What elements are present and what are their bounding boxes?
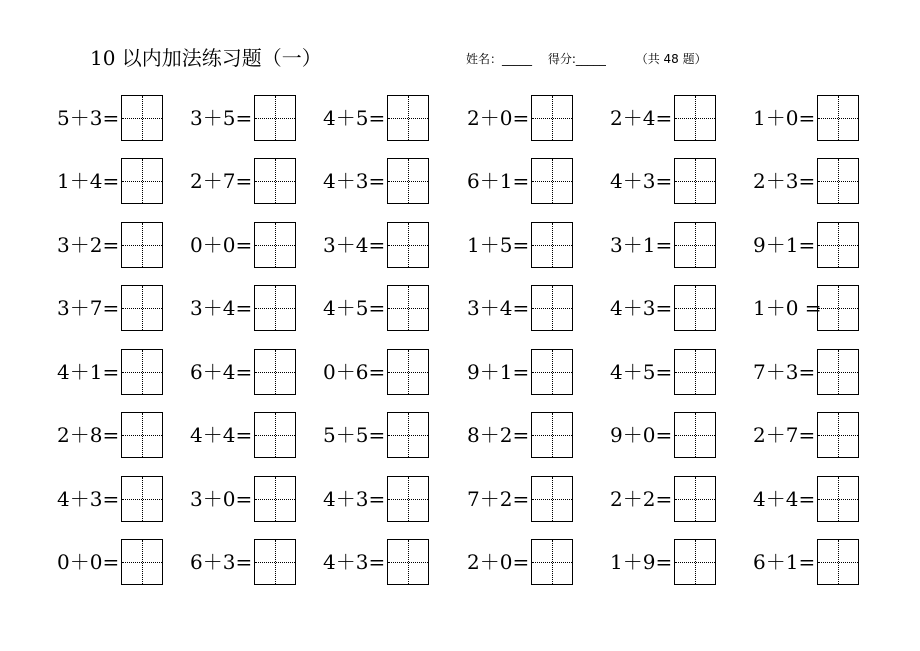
- answer-box[interactable]: [817, 349, 859, 395]
- problem-item: [190, 285, 330, 331]
- answer-box[interactable]: [531, 95, 573, 141]
- problem-item: [190, 349, 330, 395]
- answer-box[interactable]: [254, 539, 296, 585]
- worksheet-title: 10 以内加法练习题（一）: [90, 46, 322, 70]
- answer-box[interactable]: [531, 539, 573, 585]
- answer-box[interactable]: [531, 412, 573, 458]
- problem-item: [610, 285, 750, 331]
- problem-expression: 3＋7=: [57, 296, 120, 320]
- answer-box[interactable]: [387, 539, 429, 585]
- problem-item: [467, 476, 607, 522]
- problem-grid: [57, 95, 877, 595]
- answer-box[interactable]: [121, 158, 163, 204]
- answer-box[interactable]: [817, 412, 859, 458]
- problem-item: [467, 349, 607, 395]
- problem-item: [753, 158, 893, 204]
- answer-box[interactable]: [254, 476, 296, 522]
- problem-expression: 4＋3=: [610, 296, 673, 320]
- answer-box[interactable]: [121, 95, 163, 141]
- answer-box[interactable]: [531, 476, 573, 522]
- problem-item: [190, 95, 330, 141]
- problem-expression: 2＋3=: [753, 169, 816, 193]
- problem-expression: 1＋4=: [57, 169, 120, 193]
- problem-item: [323, 158, 463, 204]
- problem-item: [753, 412, 893, 458]
- problem-expression: 3＋5=: [190, 106, 253, 130]
- name-field[interactable]: 姓名：_____: [466, 52, 533, 66]
- problem-item: [610, 539, 750, 585]
- problem-item: [610, 158, 750, 204]
- problem-item: [467, 412, 607, 458]
- answer-box[interactable]: [121, 285, 163, 331]
- problem-expression: 4＋4=: [753, 487, 816, 511]
- answer-box[interactable]: [674, 349, 716, 395]
- answer-box[interactable]: [817, 95, 859, 141]
- problem-expression: 2＋7=: [753, 423, 816, 447]
- problem-expression: 4＋3=: [323, 487, 386, 511]
- answer-box[interactable]: [531, 285, 573, 331]
- problem-item: [323, 539, 463, 585]
- problem-item: [467, 158, 607, 204]
- problem-expression: 3＋4=: [323, 233, 386, 257]
- problem-item: [57, 539, 197, 585]
- problem-item: [753, 285, 893, 331]
- answer-box[interactable]: [387, 158, 429, 204]
- answer-box[interactable]: [121, 539, 163, 585]
- problem-expression: 8＋2=: [467, 423, 530, 447]
- problem-item: [190, 476, 330, 522]
- answer-box[interactable]: [674, 539, 716, 585]
- problem-expression: 3＋4=: [467, 296, 530, 320]
- problem-item: [753, 222, 893, 268]
- problem-item: [467, 285, 607, 331]
- problem-count: （共 48 题）: [635, 52, 707, 66]
- answer-box[interactable]: [387, 222, 429, 268]
- answer-box[interactable]: [817, 158, 859, 204]
- answer-box[interactable]: [817, 285, 859, 331]
- answer-box[interactable]: [674, 476, 716, 522]
- problem-expression: 6＋1=: [467, 169, 530, 193]
- problem-item: [190, 222, 330, 268]
- answer-box[interactable]: [674, 412, 716, 458]
- answer-box[interactable]: [674, 285, 716, 331]
- problem-expression: 5＋5=: [323, 423, 386, 447]
- problem-item: [57, 349, 197, 395]
- answer-box[interactable]: [121, 476, 163, 522]
- answer-box[interactable]: [121, 412, 163, 458]
- problem-item: [610, 412, 750, 458]
- problem-expression: 9＋1=: [753, 233, 816, 257]
- problem-expression: 6＋1=: [753, 550, 816, 574]
- problem-item: [753, 95, 893, 141]
- problem-item: [57, 95, 197, 141]
- problem-expression: 4＋1=: [57, 360, 120, 384]
- answer-box[interactable]: [254, 412, 296, 458]
- problem-item: [57, 158, 197, 204]
- problem-item: [323, 285, 463, 331]
- answer-box[interactable]: [817, 539, 859, 585]
- problem-expression: 1＋5=: [467, 233, 530, 257]
- answer-box[interactable]: [817, 222, 859, 268]
- problem-item: [323, 95, 463, 141]
- answer-box[interactable]: [531, 349, 573, 395]
- problem-expression: 4＋4=: [190, 423, 253, 447]
- problem-expression: 2＋0=: [467, 106, 530, 130]
- problem-expression: 7＋2=: [467, 487, 530, 511]
- problem-expression: 4＋3=: [323, 550, 386, 574]
- problem-item: [323, 476, 463, 522]
- score-field[interactable]: 得分:_____: [547, 52, 606, 66]
- answer-box[interactable]: [254, 285, 296, 331]
- answer-box[interactable]: [674, 158, 716, 204]
- answer-box[interactable]: [531, 222, 573, 268]
- problem-expression: 7＋3=: [753, 360, 816, 384]
- problem-item: [610, 222, 750, 268]
- problem-item: [467, 539, 607, 585]
- answer-box[interactable]: [254, 95, 296, 141]
- problem-expression: 0＋0=: [190, 233, 253, 257]
- problem-item: [57, 222, 197, 268]
- problem-item: [190, 412, 330, 458]
- problem-item: [610, 95, 750, 141]
- problem-expression: 4＋5=: [610, 360, 673, 384]
- problem-expression: 2＋2=: [610, 487, 673, 511]
- answer-box[interactable]: [254, 158, 296, 204]
- problem-item: [57, 412, 197, 458]
- student-info: [466, 50, 707, 68]
- answer-box[interactable]: [121, 222, 163, 268]
- problem-item: [753, 476, 893, 522]
- problem-item: [467, 222, 607, 268]
- answer-box[interactable]: [531, 158, 573, 204]
- problem-item: [610, 476, 750, 522]
- problem-item: [323, 412, 463, 458]
- answer-box[interactable]: [387, 95, 429, 141]
- answer-box[interactable]: [817, 476, 859, 522]
- problem-item: [323, 349, 463, 395]
- problem-item: [610, 349, 750, 395]
- problem-expression: 9＋1=: [467, 360, 530, 384]
- answer-box[interactable]: [387, 412, 429, 458]
- answer-box[interactable]: [121, 349, 163, 395]
- problem-expression: 3＋4=: [190, 296, 253, 320]
- problem-expression: 5＋3=: [57, 106, 120, 130]
- problem-item: [57, 476, 197, 522]
- answer-box[interactable]: [674, 95, 716, 141]
- problem-item: [190, 158, 330, 204]
- problem-expression: 3＋1=: [610, 233, 673, 257]
- problem-expression: 2＋0=: [467, 550, 530, 574]
- problem-expression: 6＋3=: [190, 550, 253, 574]
- problem-item: [753, 349, 893, 395]
- problem-expression: 4＋3=: [610, 169, 673, 193]
- problem-expression: 9＋0=: [610, 423, 673, 447]
- problem-expression: 4＋5=: [323, 296, 386, 320]
- answer-box[interactable]: [387, 349, 429, 395]
- problem-expression: 0＋0=: [57, 550, 120, 574]
- problem-expression: 3＋0=: [190, 487, 253, 511]
- problem-expression: 1＋9=: [610, 550, 673, 574]
- problem-expression: 4＋3=: [323, 169, 386, 193]
- problem-item: [753, 539, 893, 585]
- problem-expression: 4＋5=: [323, 106, 386, 130]
- problem-item: [190, 539, 330, 585]
- problem-expression: 1＋0=: [753, 106, 816, 130]
- problem-item: [323, 222, 463, 268]
- problem-expression: 2＋8=: [57, 423, 120, 447]
- problem-item: [57, 285, 197, 331]
- answer-box[interactable]: [674, 222, 716, 268]
- problem-expression: 2＋7=: [190, 169, 253, 193]
- answer-box[interactable]: [387, 476, 429, 522]
- problem-expression: 3＋2=: [57, 233, 120, 257]
- problem-expression: 1＋0 =: [753, 296, 822, 320]
- answer-box[interactable]: [387, 285, 429, 331]
- answer-box[interactable]: [254, 222, 296, 268]
- problem-item: [467, 95, 607, 141]
- problem-expression: 6＋4=: [190, 360, 253, 384]
- problem-expression: 4＋3=: [57, 487, 120, 511]
- problem-expression: 2＋4=: [610, 106, 673, 130]
- answer-box[interactable]: [254, 349, 296, 395]
- problem-expression: 0＋6=: [323, 360, 386, 384]
